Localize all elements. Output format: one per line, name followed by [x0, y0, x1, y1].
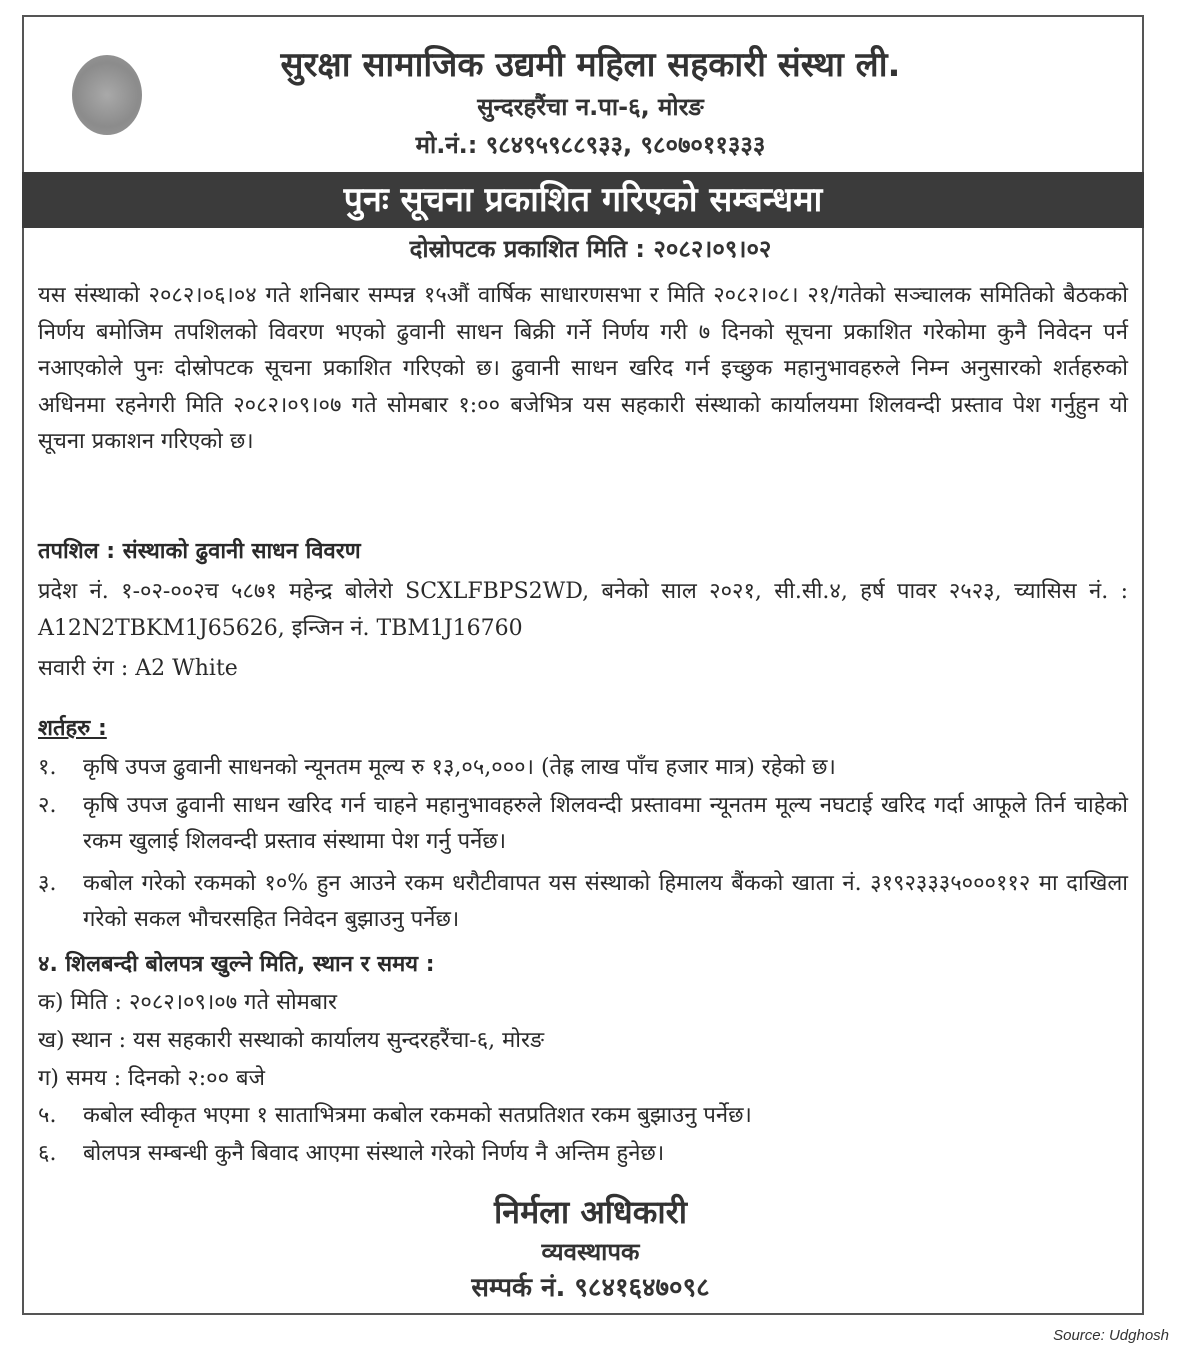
term-number: ५.: [38, 1103, 57, 1128]
body-paragraph: यस संस्थाको २०८२।०६।०४ गते शनिबार सम्पन्न १५औं वार्षिक साधारणसभा र मिति २०८२।०८। २१/गतेको सञ्चालक समितिको बैठकको निर्णय बमोजिम तपशिलको विवरण भएको ढुवानी साधन बिक्री गर्ने निर्णय गरी ७ दिनको सूचना प्रकाशित गरेकोमा कुनै निवेदन पर्न नआएकोले पुनः दोस्रोपटक सूचना प्रकाशित गरिएको छ। ढुवानी साधन खरिद गर्न इच्छुक महानुभावहरुले निम्न अनुसारको शर्तहरुको अधिनमा रहनेगरी मिति २०८२।०९।०७ गते सोमबार १:०० बजेभित्र यस सहकारी संस्थाको कार्यालयमा शिलवन्दी प्रस्ताव पेश गर्नुहुन यो सूचना प्रकाशन गरिएको छ।: [38, 283, 1128, 454]
terms-heading: शर्तहरु :: [38, 716, 107, 741]
term-text: कबोल गरेको रकमको १०% हुन आउने रकम धरौटीवापत यस संस्थाको हिमालय बैंकको खाता नं. ३१९२३३३५०००११२ मा दाखिला गरेको सकल भौचरसहित निवेदन बुझाउनु पर्नेछ।: [83, 871, 1128, 932]
term-item: [38, 750, 1128, 786]
term-number: २.: [38, 793, 57, 818]
vehicle-details: प्रदेश नं. १-०२-००२च ५८७१ महेन्द्र बोलेरो SCXLFBPS2WD, बनेको साल २०२१, सी.सी.४, हर्ष पावर २५२३, च्यासिस नं. : A12N2TBKM1J65626, इन्जिन नं. TBM1J16760: [38, 579, 1128, 641]
organization-phone: मो.नं.: ९८४९५९८८९३३, ९८०७०११३३३: [415, 131, 766, 159]
term-number: ६.: [38, 1141, 57, 1166]
signatory-position: व्यवस्थापक: [541, 1238, 640, 1266]
term-item: [38, 1136, 1128, 1172]
term-text: बोलपत्र सम्बन्धी कुनै बिवाद आएमा संस्थाले गरेको निर्णय नै अन्तिम हुनेछ।: [83, 1141, 665, 1166]
term-item: [38, 1098, 1128, 1134]
term-4-place: ख) स्थान : यस सहकारी सस्थाको कार्यालय सुन्दरहरैंचा-६, मोरङ: [38, 1028, 544, 1053]
signatory-contact: सम्पर्क नं. ९८४१६४७०९८: [471, 1273, 710, 1303]
notice-title: पुनः सूचना प्रकाशित गरिएको सम्बन्धमा: [22, 172, 1144, 228]
term-text: कबोल स्वीकृत भएमा १ साताभित्रमा कबोल रकमको सतप्रतिशत रकम बुझाउनु पर्नेछ।: [83, 1103, 752, 1128]
details-heading: तपशिल : संस्थाको ढुवानी साधन विवरण: [38, 539, 361, 564]
term-item: [38, 866, 1128, 938]
term-number: १.: [38, 755, 57, 780]
term-text: कृषि उपज ढुवानी साधन खरिद गर्न चाहने महानुभावहरुले शिलवन्दी प्रस्तावमा न्यूनतम मूल्य नघटाई खरिद गर्दा आफूले तिर्न चाहेको रकम खुलाई शिलवन्दी प्रस्ताव संस्थामा पेश गर्नु पर्नेछ।: [83, 793, 1128, 854]
vehicle-color: सवारी रंग : A2 White: [38, 656, 238, 681]
term-4-time: ग) समय : दिनको २:०० बजे: [38, 1066, 265, 1091]
term-number: ३.: [38, 871, 57, 896]
term-4-date: क) मिति : २०८२।०९।०७ गते सोमबार: [38, 990, 338, 1015]
publish-date: दोस्रोपटक प्रकाशित मिति : २०८२।०९।०२: [409, 235, 772, 263]
source-credit: Source: Udghosh: [1053, 1327, 1169, 1344]
organization-address: सुन्दरहरैंचा न.पा-६, मोरङ: [477, 93, 704, 121]
term-text: कृषि उपज ढुवानी साधनको न्यूनतम मूल्य रु १३,०५,०००। (तेह्र लाख पाँच हजार मात्र) रहेको छ।: [83, 755, 836, 780]
term-4-heading: ४. शिलबन्दी बोलपत्र खुल्ने मिति, स्थान र समय :: [38, 952, 435, 977]
term-item: [38, 788, 1128, 860]
organization-name: सुरक्षा सामाजिक उद्यमी महिला सहकारी संस्था ली.: [280, 45, 901, 85]
signatory-name: निर्मला अधिकारी: [494, 1193, 687, 1231]
